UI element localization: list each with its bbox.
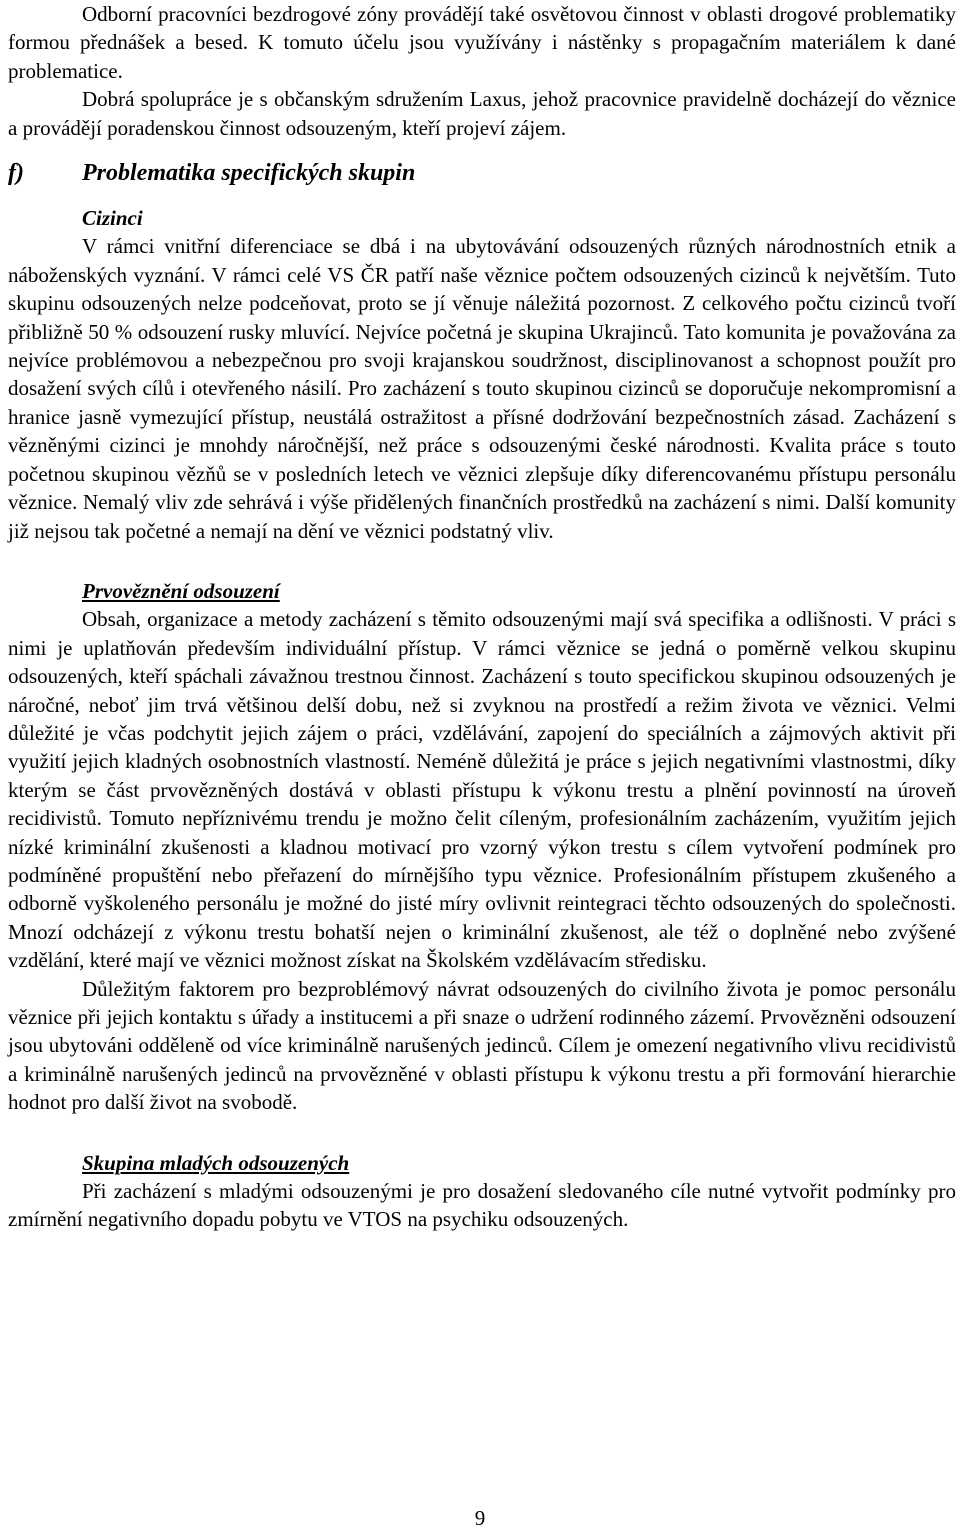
section-heading: [8, 156, 956, 190]
document-page: [8, 0, 956, 1234]
spacer: [8, 1117, 956, 1149]
paragraph-osveta: Odborní pracovníci bezdrogové zóny provádějí také osvětovou činnost v oblasti drogové problematiky formou přednášek a besed. K tomuto účelu jsou využívány i nástěnky s propagačním materiálem k dané problematice.: [8, 2, 956, 83]
subheading-prvovezneni: Prvověznění odsouzení: [82, 578, 280, 603]
spacer: [8, 190, 956, 204]
paragraph-mladi: Při zacházení s mladými odsouzenými je pro dosažení sledovaného cíle nutné vytvořit podmínky pro zmírnění negativního dopadu pobytu ve VTOS na psychiku odsouzených.: [8, 1179, 956, 1232]
paragraph-prvovezneni-2: Důležitým faktorem pro bezproblémový návrat odsouzených do civilního života je pomoc personálu věznice při jejich kontaktu s úřady a institucemi a při snaze o udržení rodinného zázemí. Prvovězněni odsouzení jsou ubytováni odděleně od více kriminálně narušených jedinců. Cílem je omezení negativního vlivu recidivistů a kriminálně narušených jedinců na prvovězněné v oblasti přístupu k výkonu trestu a při formování hierarchie hodnot pro další život na svobodě.: [8, 976, 956, 1115]
section-title: Problematika specifických skupin: [82, 160, 416, 187]
paragraph-cizinci: V rámci vnitřní diferenciace se dbá i na ubytovávání odsouzených různých národnostních etnik a náboženských vyznání. V rámci celé VS ČR patří naše věznice počtem odsouzených cizinců k největším. Tuto skupinu odsouzených nelze podceňovat, proto se jí věnuje náležitá pozornost. Z celkového počtu cizinců tvoří přibližně 50 % odsouzení rusky mluvící. Nejvíce početná je skupina Ukrajinců. Tato komunita je považována za nejvíce problémovou a nebezpečnou pro svoji krajanskou soudržnost, disciplinovanost a schopnost použít pro dosažení svých cílů i otevřeného násilí. Pro zacházení s touto skupinou cizinců se doporučuje nekompromisní a hranice jasně vymezující přístup, neustálá ostražitost a přísné dodržování bezpečnostních zásad. Zacházení s vězněnými cizinci je mnohdy náročnější, než práce s odsouzenými české národnosti. Kvalita práce s touto početnou skupinou vězňů se v posledních letech ve věznici zlepšuje díky diferencovanému přístupu personálu věznice. Nemalý vliv zde sehrává i výše přidělených finančních prostředků na zacházení s nimi. Další komunity již nejsou tak početné a nemají na dění ve věznici podstatný vliv.: [8, 234, 956, 543]
paragraph-prvovezneni-1: Obsah, organizace a metody zacházení s těmito odsouzenými mají svá specifika a odlišnosti. V práci s nimi je uplatňován především individuální přístup. V rámci věznice se jedná o poměrně velkou skupinu odsouzených, kteří spáchali závažnou trestnou činnost. Zacházení s touto specifickou skupinou odsouzených je náročné, neboť jim trvá většinou delší dobu, než si zvyknou na prostředí a režim života ve věznici. Velmi důležité je včas podchytit jejich zájem o práci, vzdělávání, zapojení do speciálních a zájmových aktivit při využití jejich kladných osobnostních vlastností. Neméně důležitá je práce s jejich negativními vlastnostmi, díky kterým se část prvovězněných dostává v oblasti přístupu k výkonu trestu a plnění povinností na úroveň recidivistů. Tomuto nepříznivému trendu je možno čelit cíleným, profesionálním zacházením, využitím jejich nízké kriminální zkušenosti a kladnou motivací pro vzorný výkon trestu s cílem vytvoření podmínek pro podmíněné propuštění nebo přeřazení do mírnějšího typu věznice. Profesionálním přístupem zkušeného a odborně vyškoleného personálu je možné do jisté míry ovlivnit reintegraci těchto odsouzených do společnosti. Mnozí odcházejí z výkonu trestu bohatší nejen o kriminální zkušenost, ale též o doplněné nebo zvýšené vzdělání, které mají ve věznici možnost získat na Školském vzdělávacím středisku.: [8, 607, 956, 973]
section-letter: f): [8, 160, 24, 187]
paragraph-laxus: Dobrá spolupráce je s občanským sdružením Laxus, jehož pracovnice pravidelně docházejí do věznice a provádějí poradenskou činnost odsouzeným, kteří projeví zájem.: [8, 87, 956, 140]
subheading-cizinci: Cizinci: [82, 206, 143, 231]
spacer: [8, 545, 956, 577]
page-number: 9: [474, 1506, 486, 1530]
subheading-mladi: Skupina mladých odsouzených: [82, 1150, 350, 1175]
